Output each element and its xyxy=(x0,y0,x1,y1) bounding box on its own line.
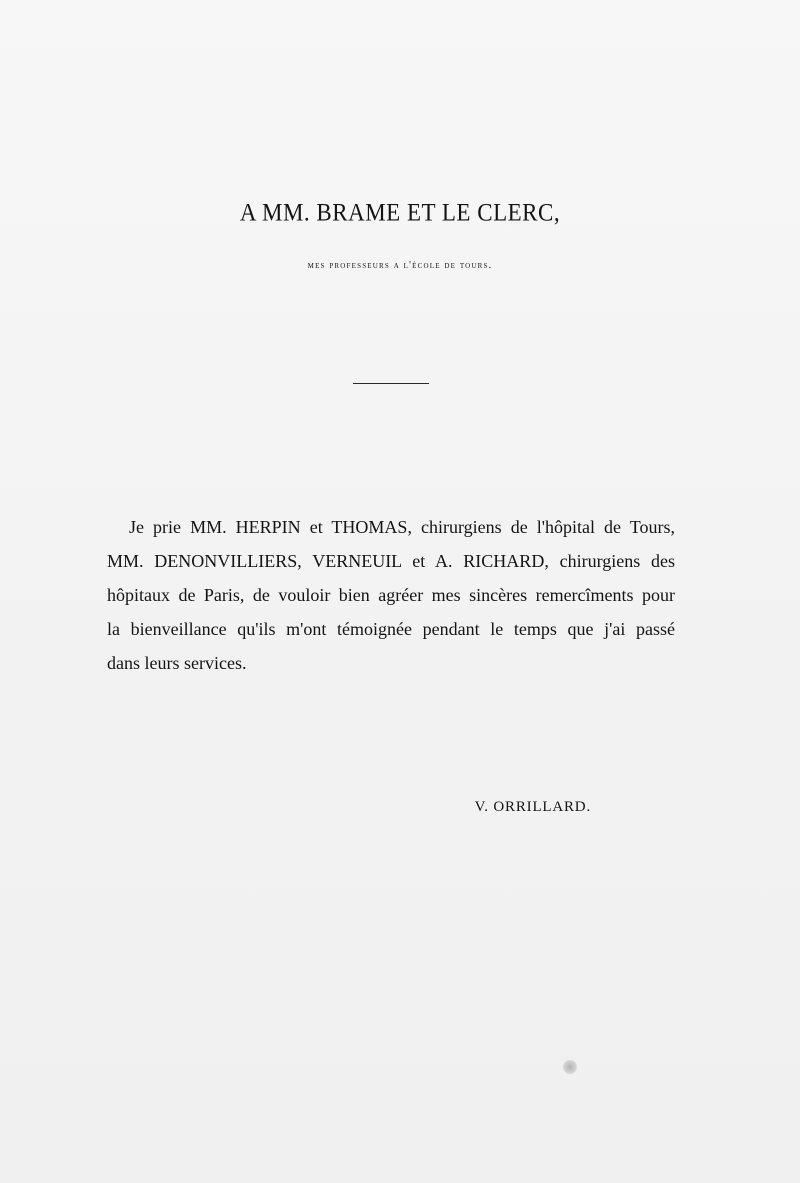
paragraph-line: Je prie MM. HERPIN et THOMAS, chirurgiens de l'hôpital de Tours, xyxy=(129,517,675,537)
ink-smudge xyxy=(563,1060,577,1074)
section-divider xyxy=(353,383,429,384)
author-signature: V. ORRILLARD. xyxy=(474,799,591,815)
paragraph-line: hôpitaux de Paris, de vouloir bien agréer mes sincères remercîments pour xyxy=(107,585,675,605)
dedication-title: A MM. BRAME ET LE CLERC, xyxy=(239,198,561,226)
paragraph-line: la bienveillance qu'ils m'ont témoignée pendant le temps que j'ai passé xyxy=(107,619,675,639)
acknowledgement-paragraph xyxy=(107,510,675,680)
dedication-subtitle: mes professeurs a l'école de tours. xyxy=(307,260,493,271)
paragraph-line: MM. DENONVILLIERS, VERNEUIL et A. RICHARD, chirurgiens des xyxy=(107,551,675,571)
paragraph-line: dans leurs services. xyxy=(107,653,247,673)
